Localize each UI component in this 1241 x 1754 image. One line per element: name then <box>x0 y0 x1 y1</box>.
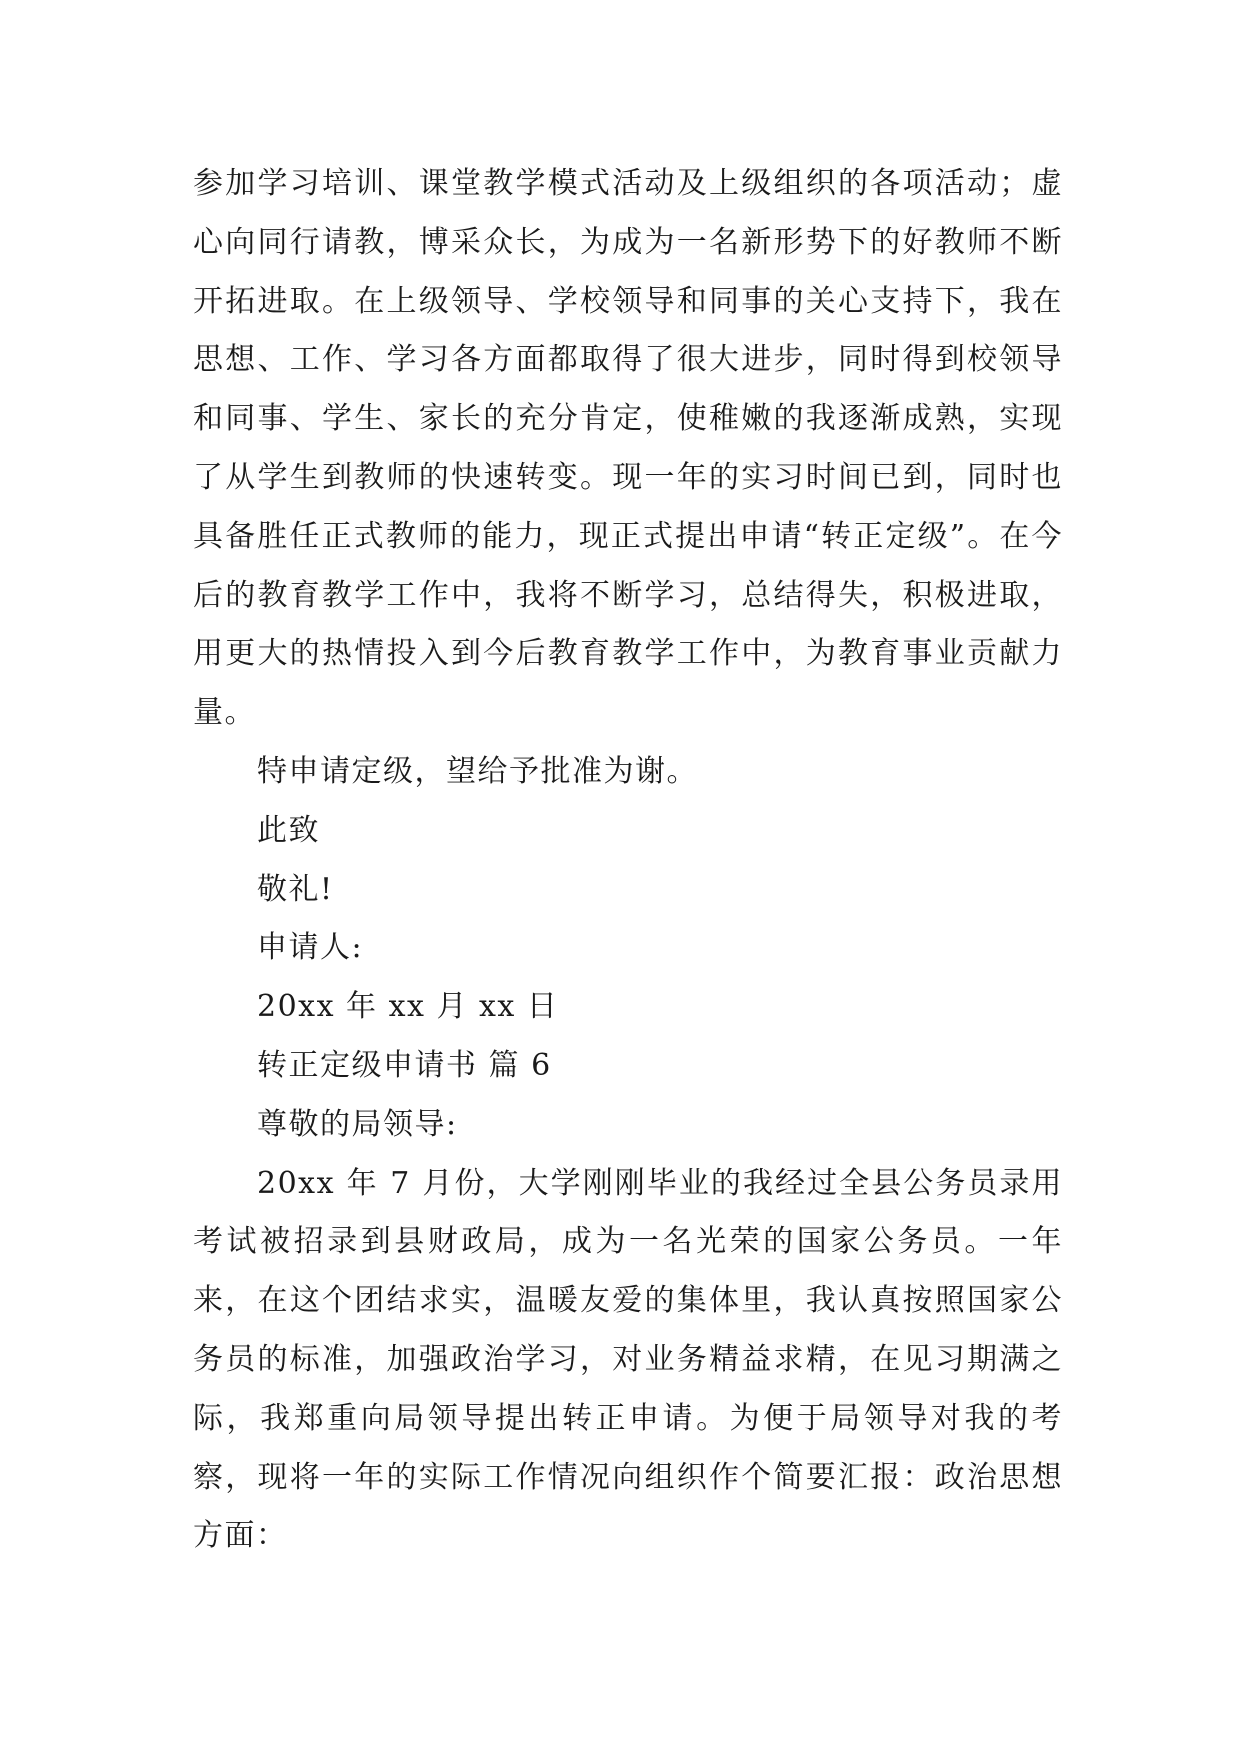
greeting: 尊敬的局领导: <box>257 1106 458 1142</box>
document-body <box>193 155 1063 1566</box>
paragraph-body-continuation: 参加学习培训、课堂教学模式活动及上级组织的各项活动；虚心向同行请教，博采众长，为成为一名新形势下的好教师不断开拓进取。在上级领导、学校领导和同事的关心支持下，我在思想、工作、学习各方面都取得了很大进步，同时得到校领导和同事、学生、家长的充分肯定，使稚嫩的我逐渐成熟，实现了从学生到教师的快速转变。现一年的实习时间已到，同时也具备胜任正式教师的能力，现正式提出申请“转正定级”。在今后的教育教学工作中，我将不断学习，总结得失，积极进取，用更大的热情投入到今后教育教学工作中，为教育事业贡献力量。 <box>193 166 1063 731</box>
closing-regards: 敬礼! <box>257 871 334 907</box>
section-heading: 转正定级申请书 篇 6 <box>257 1047 552 1083</box>
date-line: 20xx 年 xx 月 xx 日 <box>257 989 559 1025</box>
closing-salutation: 此致 <box>257 812 320 848</box>
applicant-label: 申请人: <box>257 930 364 966</box>
paragraph-report: 20xx 年 7 月份，大学刚刚毕业的我经过全县公务员录用考试被招录到县财政局，成为一名光荣的国家公务员。一年来，在这个团结求实，温暖友爱的集体里，我认真按照国家公务员的标准，加强政治学习，对业务精益求精，在见习期满之际，我郑重向局领导提出转正申请。为便于局领导对我的考察，现将一年的实际工作情况向组织作个简要汇报：政治思想方面： <box>193 1165 1063 1554</box>
paragraph-request: 特申请定级，望给予批准为谢。 <box>257 753 698 789</box>
